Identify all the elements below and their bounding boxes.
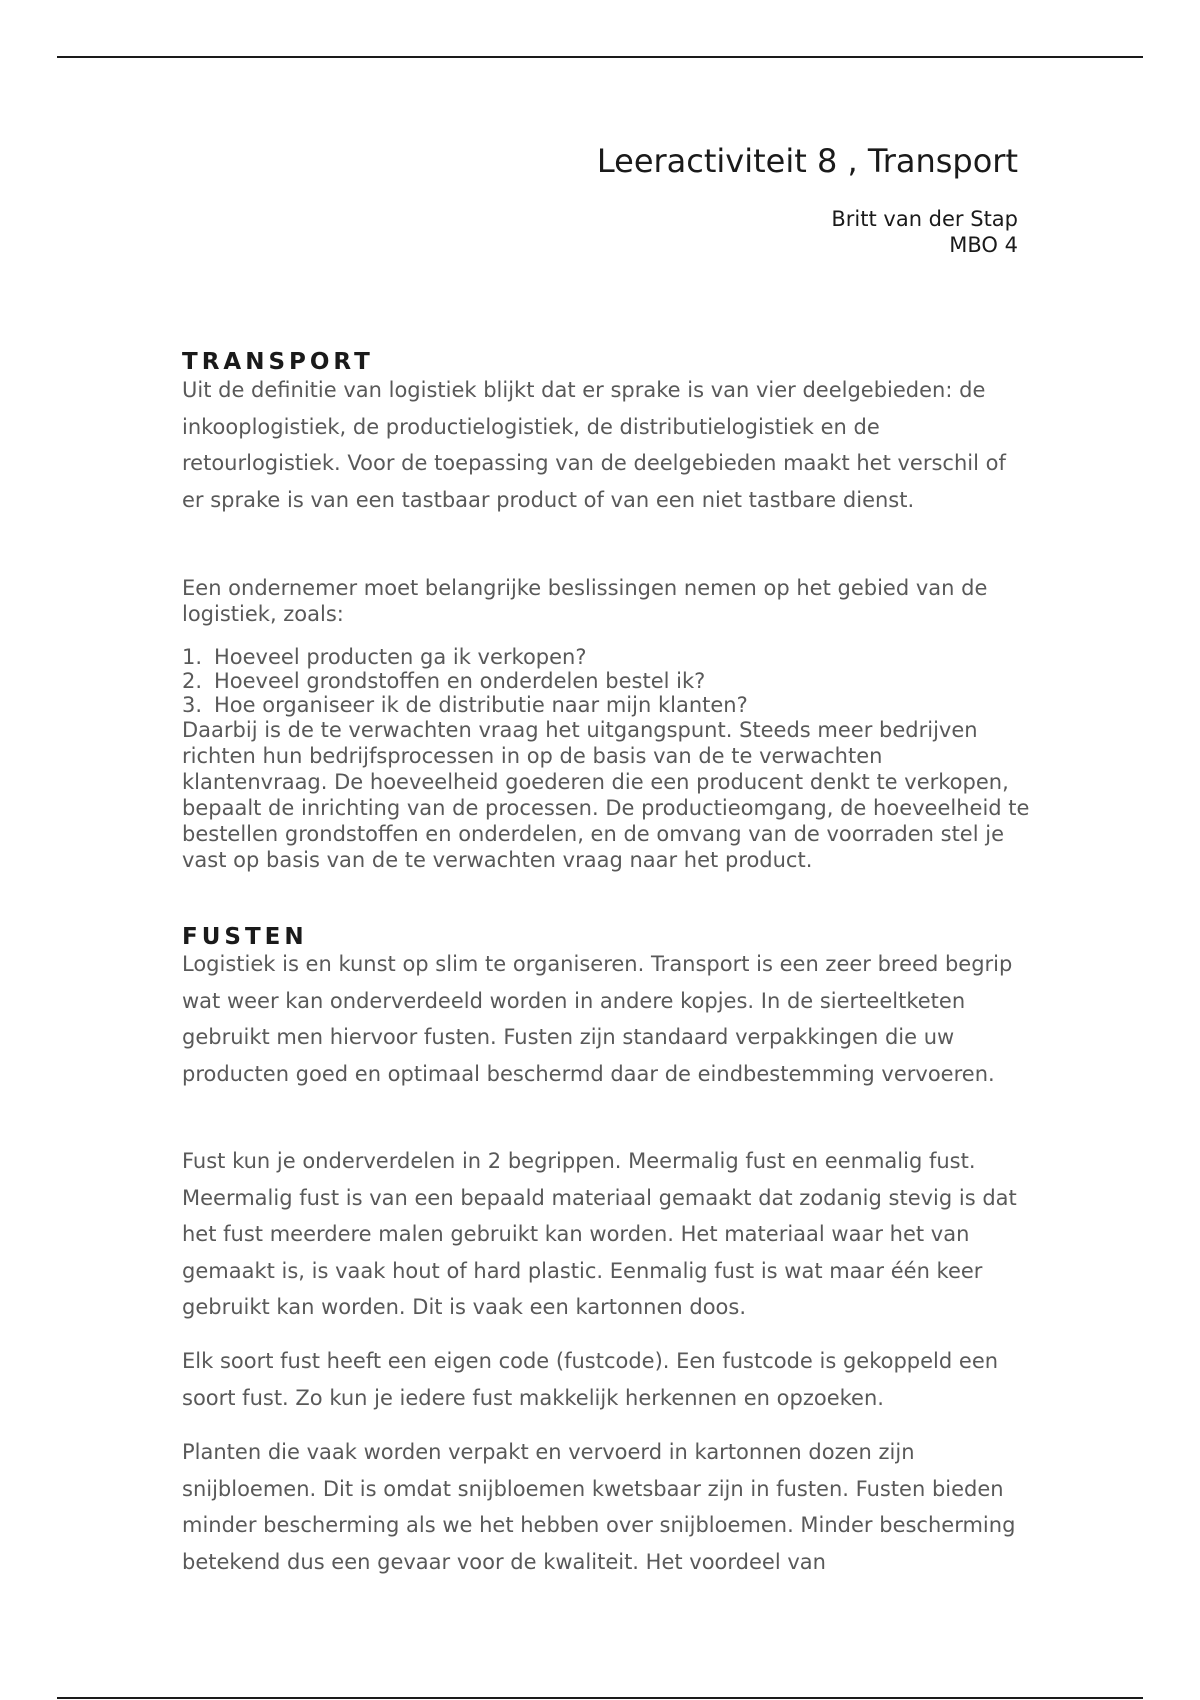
decision-list [182,645,1032,873]
top-rule [57,56,1143,58]
author-block [831,206,1018,258]
list-number: 2. [182,669,203,693]
fusten-paragraph-2 [182,1143,1032,1326]
list-text: Hoeveel producten ga ik verkopen? [214,645,587,669]
paragraph-text: Daarbij is de te verwachten vraag het uitgangspunt. Steeds meer bedrijven richten hun bedrijfsprocessen in op de basis van de te verwachten klantenvraag. De hoeveelheid goederen die een producent denkt te verkopen, bepaalt de inrichting van de processen. De productieomgang, de hoeveelheid te bestellen grondstoffen en onderdelen, en de omvang van de voorraden stel je vast op basis van de te verwachten vraag naar het product. [182,718,1030,872]
list-number: 3. [182,693,203,717]
heading-transport: TRANSPORT [182,349,374,375]
list-item [182,693,1032,717]
paragraph-text: Planten die vaak worden verpakt en vervoerd in kartonnen dozen zijn snijbloemen. Dit is omdat snijbloemen kwetsbaar zijn in fusten. Fusten bieden minder bescherming als we het hebben over snijbloemen. Minder bescherming betekend dus een gevaar voor de kwaliteit. Het voordeel van [182,1440,1016,1574]
transport-paragraph-2 [182,575,1032,627]
transport-paragraph-1 [182,372,1032,518]
education-level: MBO 4 [949,233,1018,257]
list-number: 1. [182,645,203,669]
paragraph-text: Uit de definitie van logistiek blijkt dat er sprake is van vier deelgebieden: de inkooplogistiek, de productielogistiek, de distributielogistiek en de retourlogistiek. Voor de toepassing van de deelgebieden maakt het verschil of er sprake is van een tastbaar product of van een niet tastbare dienst. [182,378,1006,512]
paragraph-text: Logistiek is en kunst op slim te organiseren. Transport is een zeer breed begrip wat weer kan onderverdeeld worden in andere kopjes. In de sierteeltketen gebruikt men hiervoor fusten. Fusten zijn standaard verpakkingen die uw producten goed en optimaal beschermd daar de eindbestemming vervoeren. [182,952,1013,1086]
bottom-rule [57,1697,1143,1699]
heading-fusten: FUSTEN [182,924,308,950]
paragraph-text: Een ondernemer moet belangrijke beslissingen nemen op het gebied van de logistiek, zoals: [182,576,988,626]
paragraph-text: Fust kun je onderverdelen in 2 begrippen. Meermalig fust en eenmalig fust. Meermalig fust is van een bepaald materiaal gemaakt dat zodanig stevig is dat het fust meerdere malen gebruikt kan worden. Het materiaal waar het van gemaakt is, is vaak hout of hard plastic. Eenmalig fust is wat maar één keer gebruikt kan worden. Dit is vaak een kartonnen doos. [182,1149,1017,1319]
fusten-paragraph-4 [182,1434,1032,1580]
fusten-paragraph-3 [182,1343,1032,1416]
list-item [182,669,1032,693]
paragraph-text: Elk soort fust heeft een eigen code (fustcode). Een fustcode is gekoppeld een soort fust. Zo kun je iedere fust makkelijk herkennen en opzoeken. [182,1349,999,1410]
fusten-paragraph-1 [182,946,1032,1092]
document-title: Leeractiviteit 8 , Transport [596,142,1018,180]
list-text: Hoeveel grondstoffen en onderdelen bestel ik? [214,669,706,693]
author-name: Britt van der Stap [831,207,1018,231]
list-text: Hoe organiseer ik de distributie naar mijn klanten? [214,693,748,717]
list-item [182,645,1032,669]
